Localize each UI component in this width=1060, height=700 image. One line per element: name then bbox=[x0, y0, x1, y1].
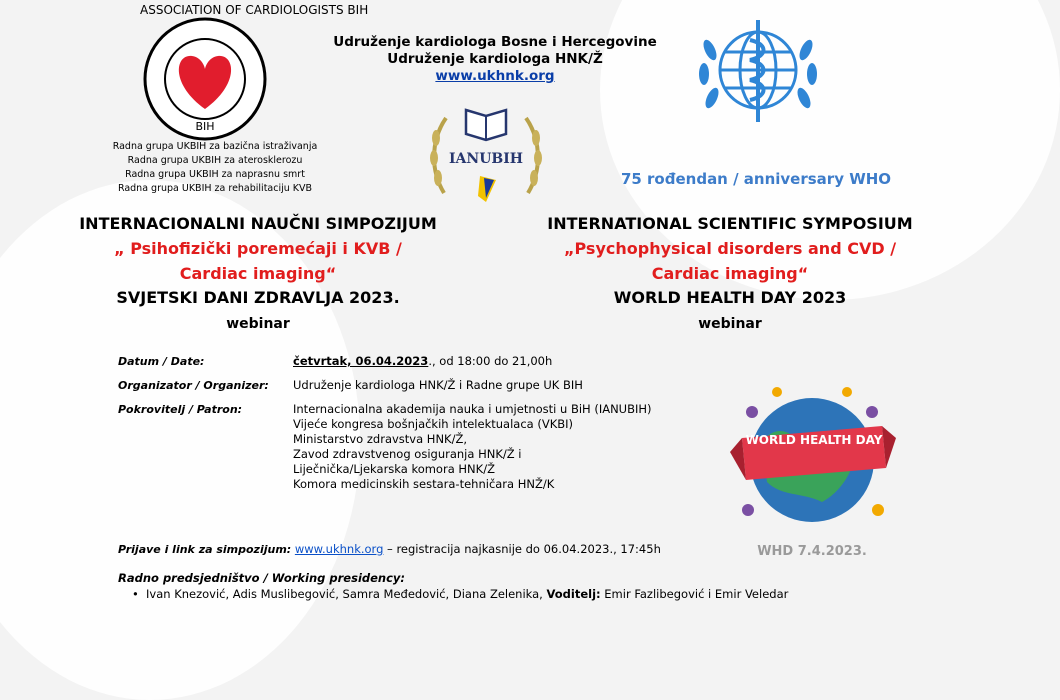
date-row bbox=[118, 354, 738, 369]
working-group-item: Radna grupa UKBIH za aterosklerozu bbox=[127, 155, 303, 166]
title-block-local bbox=[48, 212, 468, 332]
patron-item: Komora medicinskih sestara-tehničara HNŽ/K bbox=[293, 477, 555, 491]
presidency-members bbox=[146, 587, 788, 601]
format-label-english: webinar bbox=[698, 316, 762, 332]
date-day: četvrtak, 06.04.2023 bbox=[293, 354, 429, 368]
host-names: Emir Fazlibegović i Emir Veledar bbox=[600, 587, 789, 601]
patron-item: Vijeće kongresa bošnjačkih intelektualaca (VKBI) bbox=[293, 417, 574, 431]
working-groups-list bbox=[80, 140, 350, 196]
symposium-subtitle-english-2: Cardiac imaging“ bbox=[651, 264, 809, 283]
org-bih-name: Udruženje kardiologa Bosne i Hercegovine bbox=[333, 34, 657, 50]
patron-item: Zavod zdravstvenog osiguranja HNK/Ž i bbox=[293, 447, 522, 461]
title-block-english bbox=[520, 212, 940, 332]
host-label: Voditelj: bbox=[546, 587, 601, 601]
symposium-subtitle-english: „Psychophysical disorders and CVD / bbox=[563, 239, 897, 258]
organizer-label: Organizator / Organizer: bbox=[118, 379, 269, 392]
symposium-subtitle-local-2: Cardiac imaging“ bbox=[179, 264, 337, 283]
svg-text:ASSOCIATION OF CARDIOLOGISTS B: ASSOCIATION OF CARDIOLOGISTS BIH bbox=[140, 3, 369, 17]
patron-item: Liječnička/Ljekarska komora HNK/Ž bbox=[293, 462, 495, 476]
patron-row bbox=[118, 402, 738, 492]
registration-deadline: – registracija najkasnije do 06.04.2023., 17:45h bbox=[383, 542, 661, 556]
who-emblem-icon bbox=[688, 10, 828, 140]
date-time: ., od 18:00 do 21,00h bbox=[428, 354, 553, 368]
org-hnk-name: Udruženje kardiologa HNK/Ž bbox=[387, 51, 603, 67]
world-health-day-badge bbox=[722, 372, 902, 542]
patron-item: Internacionalna akademija nauka i umjetnosti u BiH (IANUBIH) bbox=[293, 402, 652, 416]
presidency-title: Radno predsjedništvo / Working presidency: bbox=[118, 571, 406, 585]
working-group-item: Radna grupa UKBIH za rehabilitaciju KVB bbox=[117, 183, 313, 194]
organizer-value: Udruženje kardiologa HNK/Ž i Radne grupe UK BIH bbox=[293, 378, 583, 392]
event-name-local: SVJETSKI DANI ZDRAVLJA 2023. bbox=[116, 288, 400, 307]
event-name-english: WORLD HEALTH DAY 2023 bbox=[613, 288, 847, 307]
who-anniversary-text: 75 rođendan / anniversary WHO bbox=[620, 170, 892, 188]
registration-line bbox=[118, 542, 661, 556]
event-details bbox=[118, 354, 738, 501]
symposium-title-english: INTERNATIONAL SCIENTIFIC SYMPOSIUM bbox=[547, 214, 913, 233]
svg-text:WORLD HEALTH DAY: WORLD HEALTH DAY bbox=[745, 433, 883, 447]
website-link[interactable]: www.ukhnk.org bbox=[435, 68, 555, 84]
date-label: Datum / Date: bbox=[118, 355, 205, 368]
organizer-row bbox=[118, 378, 738, 393]
organizer-header bbox=[290, 34, 700, 85]
ukbih-logo bbox=[140, 3, 369, 144]
patron-list bbox=[293, 402, 738, 492]
svg-text:IANUBIH: IANUBIH bbox=[448, 151, 524, 167]
registration-link[interactable]: www.ukhnk.org bbox=[294, 542, 384, 556]
symposium-subtitle-local: „ Psihofizički poremećaji i KVB / bbox=[114, 239, 402, 258]
format-label-local: webinar bbox=[226, 316, 290, 332]
registration-label: Prijave i link za simpozijum: bbox=[118, 543, 292, 556]
patron-item: Ministarstvo zdravstva HNK/Ž, bbox=[293, 432, 467, 446]
working-group-item: Radna grupa UKBIH za naprasnu smrt bbox=[125, 169, 305, 180]
ianubih-logo bbox=[424, 98, 548, 216]
working-group-item: Radna grupa UKBIH za bazična istraživanja bbox=[112, 141, 318, 152]
patron-label: Pokrovitelj / Patron: bbox=[118, 403, 243, 416]
svg-text:BIH: BIH bbox=[195, 120, 215, 133]
whd-date-caption: WHD 7.4.2023. bbox=[757, 544, 867, 559]
symposium-title-local: INTERNACIONALNI NAUČNI SIMPOZIJUM bbox=[79, 214, 437, 233]
presidency-names: Ivan Knezović, Adis Muslibegović, Samra Međedović, Diana Zelenika, bbox=[146, 587, 547, 601]
